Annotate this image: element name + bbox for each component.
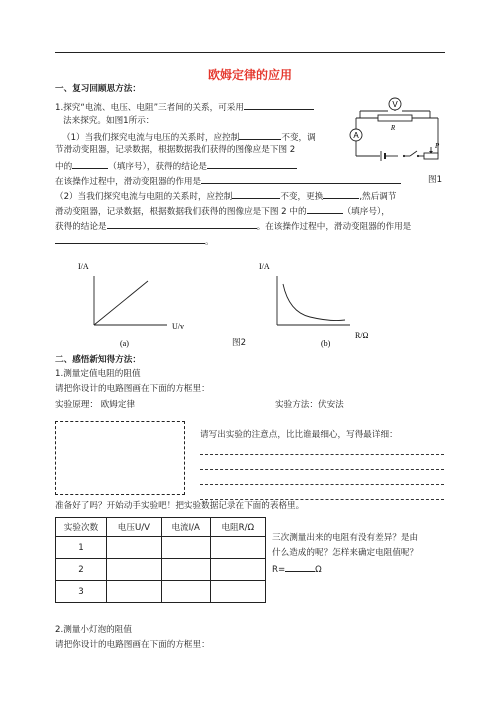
- circuit-diagram: [340, 93, 445, 168]
- q1-p2-line1c: ,然后调节: [359, 192, 397, 202]
- method-blank[interactable]: [244, 101, 314, 110]
- conclusion-blank-1[interactable]: [207, 160, 297, 169]
- current-cell[interactable]: [161, 581, 210, 603]
- q1-p1-line4: [55, 175, 401, 188]
- voltage-cell[interactable]: [107, 559, 162, 581]
- table-row: [56, 559, 266, 581]
- q2-title: 1.测量定值电阻的阻值: [55, 369, 141, 379]
- table-header: 电压U/V: [107, 518, 162, 537]
- q1-p1-line2: 节滑动变阻器，记录数据，根据数据我们获得的图像应是下图 2: [55, 145, 296, 155]
- table-header: 电阻R/Ω: [210, 518, 265, 537]
- q1-p1-line3b: （填序号），获得的结论是: [108, 162, 208, 172]
- q2-method: 实验方法：伏安法: [275, 400, 344, 410]
- table-row: [56, 537, 266, 559]
- graph-b-tag: (b): [321, 339, 331, 348]
- rheostat-role-blank-2[interactable]: [55, 235, 205, 244]
- q2-question-line2: 什么造成的呢？怎样来确定电阻值呢？: [272, 548, 419, 558]
- q1-p1-line1: [62, 131, 316, 144]
- q1-p1-line1b: 不变，调: [281, 133, 316, 143]
- resistor-icon: [378, 115, 412, 121]
- graph-choice-blank-2[interactable]: [307, 205, 343, 214]
- control-variable-blank-2[interactable]: [232, 190, 280, 199]
- trial-number: 3: [56, 581, 107, 603]
- q1-p1-line4-text: 在该操作过程中，滑动变阻器的作用是: [55, 177, 202, 187]
- replace-blank[interactable]: [323, 190, 359, 199]
- circuit-drawing-box-1[interactable]: [55, 421, 185, 495]
- graph-b-xlabel: R/Ω: [355, 331, 369, 340]
- resistor-label: R: [390, 124, 396, 132]
- voltage-cell[interactable]: [107, 581, 162, 603]
- q1-line1-text: 1.探究“电流、电压、电阻”三者间的关系，可采用: [55, 103, 244, 113]
- graph-b-ylabel: I/A: [259, 262, 270, 271]
- q1-line2: 法来探究。如图1所示：: [63, 116, 155, 126]
- current-cell[interactable]: [161, 537, 210, 559]
- graph-a-ylabel: I/A: [78, 262, 89, 271]
- data-table: [55, 517, 266, 603]
- resistance-cell[interactable]: [210, 559, 265, 581]
- q3-prompt: 请把你设计的电路图画在下面的方框里：: [55, 640, 210, 650]
- q1-p1-line3a: 中的: [55, 162, 73, 172]
- ammeter-label: A: [353, 131, 359, 140]
- section1-heading: 一、复习回顾思方法：: [55, 84, 141, 94]
- notes-line-2[interactable]: [200, 469, 444, 470]
- q2-result: [272, 563, 322, 576]
- q1-p1-line3: [55, 160, 297, 173]
- q1-p2-line2a: 滑动变阻器，记录数据，根据数据我们获得的图像应是下图 2 中的: [55, 207, 307, 217]
- conclusion-blank-2[interactable]: [107, 220, 257, 229]
- notes-line-4[interactable]: [200, 499, 444, 500]
- control-variable-blank-1[interactable]: [239, 131, 281, 140]
- q1-p2-line4: [55, 235, 214, 248]
- page-title: 欧姆定律的应用: [207, 68, 292, 82]
- table-row: [56, 581, 266, 603]
- q1-p2-line3: [55, 220, 411, 233]
- result-label: R=: [272, 565, 286, 575]
- graph-a-xlabel: U/v: [172, 322, 184, 331]
- voltage-cell[interactable]: [107, 537, 162, 559]
- q1-p2-line1b: 不变，更换: [280, 192, 324, 202]
- q1-p2-line3a: 获得的结论是: [55, 222, 107, 232]
- graph-b: [255, 262, 385, 350]
- table-header: 电流I/A: [161, 518, 210, 537]
- rheostat-label: P: [435, 142, 440, 150]
- battery-icon: [381, 151, 385, 161]
- trial-number: 2: [56, 559, 107, 581]
- q1-line1: [55, 101, 314, 114]
- q3-title: 2.测量小灯泡的阻值: [55, 625, 132, 635]
- current-cell[interactable]: [161, 559, 210, 581]
- top-rule: [55, 52, 445, 53]
- q1-p1-line1a: （1）当我们探究电流与电压的关系时，应控制: [62, 133, 240, 143]
- figure1-label: 图1: [428, 175, 443, 185]
- graph-b-curve: [283, 284, 345, 321]
- graph-a-line: [94, 281, 148, 325]
- q1-p2-line1: [55, 190, 396, 203]
- q1-p2-line2: [55, 205, 390, 218]
- voltmeter-label: V: [392, 100, 398, 109]
- q2-notes-prompt: 请写出实验的注意点，比比谁最细心，写得最详细：: [200, 430, 398, 440]
- graph-choice-blank-1[interactable]: [72, 160, 108, 169]
- q1-p2-line2b: （填序号），: [342, 207, 390, 217]
- result-unit: Ω: [315, 565, 322, 575]
- resistance-result-blank[interactable]: [285, 563, 315, 572]
- figure2-label: 图2: [232, 338, 247, 348]
- q2-question-line1: 三次测量出来的电阻有没有差异？是由: [272, 533, 419, 543]
- resistance-cell[interactable]: [210, 537, 265, 559]
- table-header-row: [56, 518, 266, 537]
- rheostat-role-blank-1[interactable]: [201, 175, 401, 184]
- rheostat-icon: [424, 153, 438, 159]
- q1-p2-line3b: 。在该操作过程中，滑动变阻器的作用是: [256, 222, 412, 232]
- q1-p2-line4-text: 。: [205, 237, 214, 247]
- table-header: 实验次数: [56, 518, 107, 537]
- q2-principle: 实验原理： 欧姆定律: [55, 400, 136, 410]
- q1-p2-line1a: （2）当我们探究电流与电阻的关系时，应控制: [55, 192, 233, 202]
- notes-line-1[interactable]: [200, 454, 444, 455]
- trial-number: 1: [56, 537, 107, 559]
- graph-a: [72, 262, 202, 350]
- notes-line-3[interactable]: [200, 484, 444, 485]
- resistance-cell[interactable]: [210, 581, 265, 603]
- q2-prompt: 请把你设计的电路图画在下面的方框里：: [55, 384, 210, 394]
- graph-a-tag: (a): [120, 339, 129, 348]
- q2-ready: 准备好了吗？开始动手实验吧！把实验数据记录在下面的表格里。: [55, 501, 305, 511]
- section2-heading: 二、感悟新知得方法：: [55, 355, 141, 365]
